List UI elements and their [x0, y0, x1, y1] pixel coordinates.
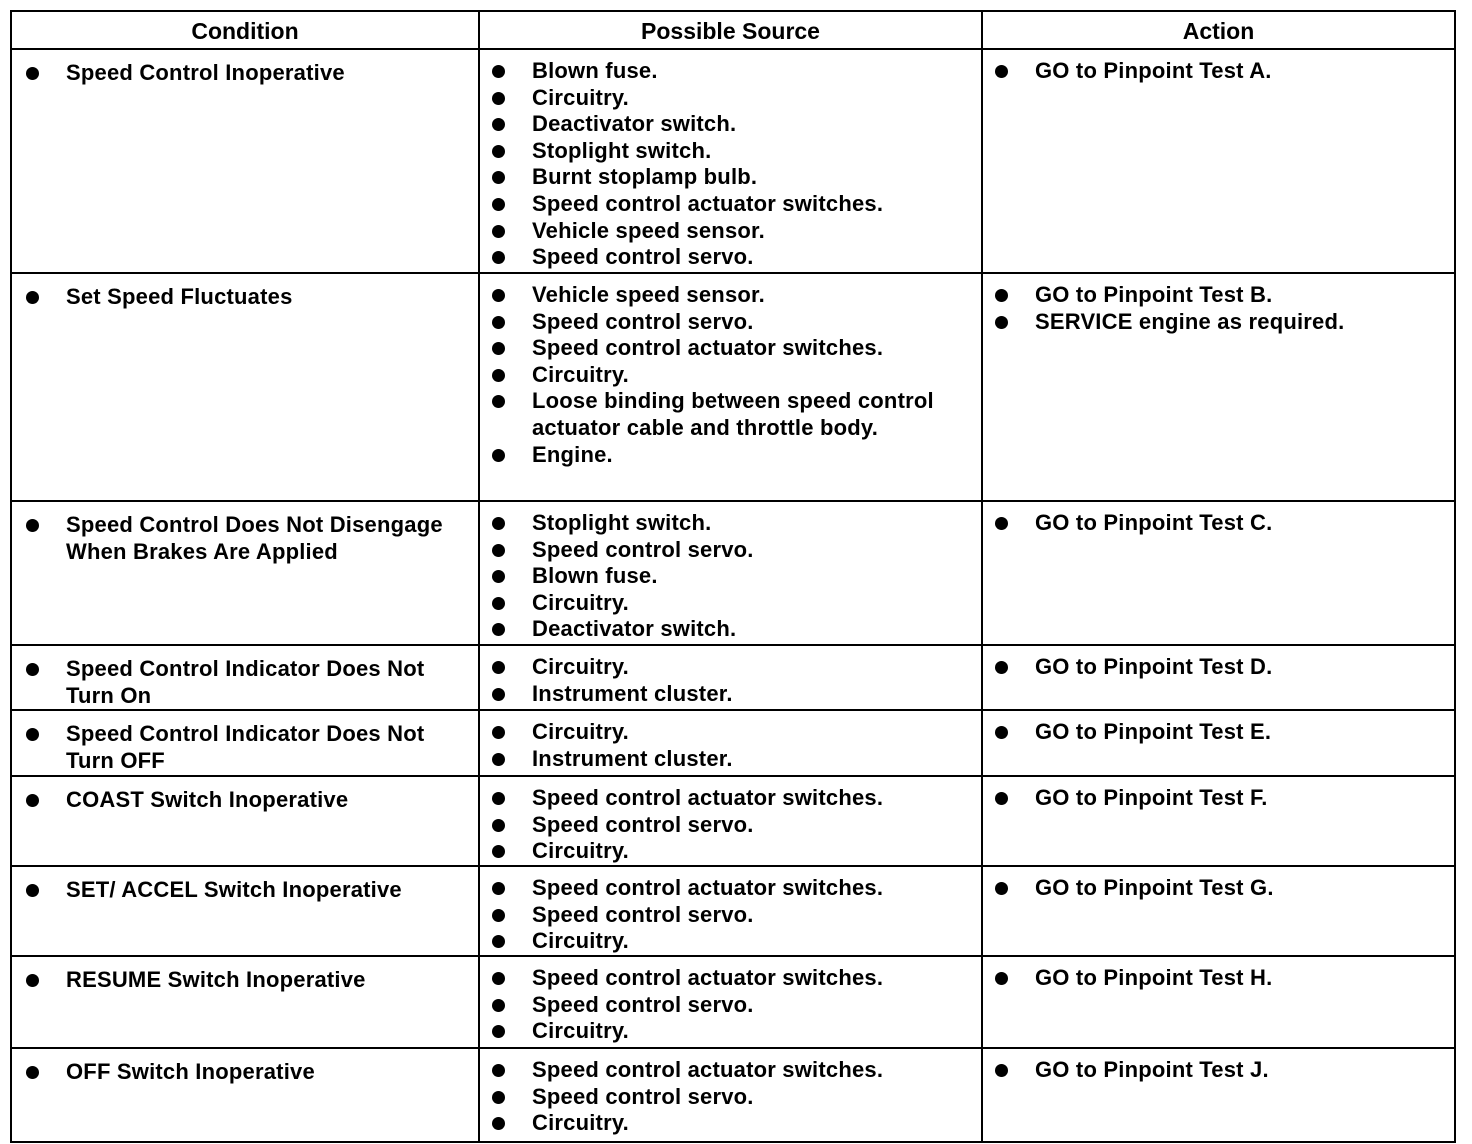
bullet-icon: [492, 597, 505, 610]
bullet-icon: [26, 1066, 39, 1079]
source-item: [480, 442, 975, 469]
source-text: Circuitry.: [532, 838, 629, 864]
action-text: GO to Pinpoint Test F.: [1035, 785, 1268, 811]
action-item: [983, 510, 1448, 537]
source-text: Circuitry.: [532, 1110, 629, 1136]
bullet-icon: [492, 935, 505, 948]
source-text: Circuitry.: [532, 589, 629, 615]
source-cell: [479, 273, 982, 501]
condition-item: [12, 1059, 472, 1086]
source-item: [480, 58, 975, 85]
bullet-icon: [26, 794, 39, 807]
bullet-icon: [492, 661, 505, 674]
source-text: Speed control servo.: [532, 901, 754, 927]
bullet-icon: [995, 792, 1008, 805]
bullet-icon: [492, 342, 505, 355]
bullet-icon: [492, 688, 505, 701]
source-text: Speed control servo.: [532, 244, 754, 270]
condition-cell: [11, 49, 479, 273]
source-item: [480, 1084, 975, 1111]
action-text: GO to Pinpoint Test D.: [1035, 654, 1273, 679]
action-item: [983, 1057, 1448, 1084]
bullet-icon: [492, 395, 505, 408]
action-cell: [982, 956, 1455, 1048]
source-item: [480, 191, 975, 218]
source-cell: [479, 710, 982, 776]
condition-item: [12, 60, 472, 87]
source-item: [480, 362, 975, 389]
bullet-icon: [492, 1117, 505, 1130]
source-item: [480, 812, 975, 839]
bullet-icon: [26, 663, 39, 676]
bullet-icon: [995, 882, 1008, 895]
condition-cell: [11, 273, 479, 501]
action-item: [983, 965, 1448, 992]
bullet-icon: [492, 792, 505, 805]
bullet-icon: [492, 819, 505, 832]
bullet-icon: [492, 623, 505, 636]
bullet-icon: [492, 999, 505, 1012]
bullet-icon: [492, 118, 505, 131]
bullet-icon: [492, 289, 505, 302]
source-text: Vehicle speed sensor.: [532, 282, 765, 307]
condition-item: [12, 284, 472, 311]
table-row: [11, 776, 1455, 866]
action-cell: [982, 866, 1455, 956]
table-row: [11, 501, 1455, 645]
source-text: Speed control actuator switches.: [532, 1057, 884, 1083]
table-row: [11, 645, 1455, 710]
source-cell: [479, 866, 982, 956]
action-cell: [982, 501, 1455, 645]
source-text: Stoplight switch.: [532, 510, 712, 535]
bullet-icon: [492, 198, 505, 211]
source-text: Speed control servo.: [532, 308, 754, 334]
bullet-icon: [26, 974, 39, 987]
action-text: GO to Pinpoint Test B.: [1035, 282, 1273, 307]
source-cell: [479, 1048, 982, 1142]
bullet-icon: [995, 517, 1008, 530]
bullet-icon: [26, 519, 39, 532]
table-row: [11, 49, 1455, 273]
source-item: [480, 654, 975, 681]
source-text: Circuitry.: [532, 1018, 629, 1044]
source-cell: [479, 501, 982, 645]
condition-text: SET/ ACCEL Switch Inoperative: [66, 877, 402, 903]
condition-cell: [11, 776, 479, 866]
bullet-icon: [995, 1064, 1008, 1077]
action-cell: [982, 710, 1455, 776]
bullet-icon: [26, 728, 39, 741]
source-item: [480, 785, 975, 812]
source-item: [480, 992, 975, 1019]
table-row: [11, 710, 1455, 776]
action-text: GO to Pinpoint Test C.: [1035, 510, 1273, 535]
bullet-icon: [995, 661, 1008, 674]
source-item: [480, 1057, 975, 1084]
action-text: GO to Pinpoint Test A.: [1035, 58, 1272, 83]
action-text: SERVICE engine as required.: [1035, 308, 1345, 334]
condition-item: [12, 877, 472, 904]
bullet-icon: [492, 449, 505, 462]
bullet-icon: [492, 1091, 505, 1104]
source-text: Circuitry.: [532, 361, 629, 387]
source-text: Burnt stoplamp bulb.: [532, 164, 758, 190]
bullet-icon: [492, 517, 505, 530]
source-item: [480, 164, 975, 191]
bullet-icon: [995, 65, 1008, 78]
source-item: [480, 563, 975, 590]
condition-cell: [11, 956, 479, 1048]
source-item: [480, 1018, 975, 1045]
source-item: [480, 681, 975, 708]
bullet-icon: [492, 726, 505, 739]
action-text: GO to Pinpoint Test E.: [1035, 719, 1272, 745]
source-text: Deactivator switch.: [532, 616, 737, 642]
source-item: [480, 902, 975, 929]
bullet-icon: [492, 845, 505, 858]
header-row: [11, 11, 1455, 49]
source-item: [480, 928, 975, 955]
source-item: [480, 616, 975, 643]
condition-cell: [11, 866, 479, 956]
action-item: [983, 309, 1448, 336]
source-text: Blown fuse.: [532, 563, 658, 589]
source-item: [480, 244, 975, 271]
action-text: GO to Pinpoint Test J.: [1035, 1057, 1269, 1083]
source-item: [480, 282, 975, 309]
bullet-icon: [492, 753, 505, 766]
bullet-icon: [492, 251, 505, 264]
action-cell: [982, 776, 1455, 866]
bullet-icon: [492, 369, 505, 382]
source-item: [480, 510, 975, 537]
action-item: [983, 58, 1448, 85]
table-row: [11, 866, 1455, 956]
bullet-icon: [492, 225, 505, 238]
source-text: Circuitry.: [532, 928, 629, 954]
source-text: Speed control servo.: [532, 1083, 754, 1109]
bullet-icon: [26, 291, 39, 304]
condition-text: Speed Control Inoperative: [66, 60, 345, 85]
source-text: Speed control actuator switches.: [532, 875, 884, 901]
bullet-icon: [26, 67, 39, 80]
source-text: Speed control actuator switches.: [532, 335, 884, 361]
condition-text: Speed Control Does Not Disengage When Brakes Are Applied: [66, 512, 443, 564]
condition-cell: [11, 1048, 479, 1142]
source-item: [480, 719, 975, 746]
condition-cell: [11, 710, 479, 776]
action-cell: [982, 1048, 1455, 1142]
bullet-icon: [995, 316, 1008, 329]
condition-item: [12, 787, 472, 814]
table-row: [11, 956, 1455, 1048]
condition-cell: [11, 501, 479, 645]
bullet-icon: [492, 1025, 505, 1038]
action-text: GO to Pinpoint Test H.: [1035, 965, 1273, 991]
source-item: [480, 111, 975, 138]
condition-item: [12, 656, 472, 709]
action-item: [983, 719, 1448, 746]
condition-cell: [11, 645, 479, 710]
bullet-icon: [26, 884, 39, 897]
action-cell: [982, 49, 1455, 273]
bullet-icon: [492, 171, 505, 184]
action-text: GO to Pinpoint Test G.: [1035, 875, 1274, 901]
source-item: [480, 309, 975, 336]
header-action: Action: [982, 11, 1455, 49]
source-text: Speed control servo.: [532, 991, 754, 1017]
source-item: [480, 335, 975, 362]
source-text: Speed control actuator switches.: [532, 785, 884, 811]
bullet-icon: [492, 145, 505, 158]
bullet-icon: [492, 882, 505, 895]
bullet-icon: [492, 316, 505, 329]
source-text: Circuitry.: [532, 654, 629, 679]
source-item: [480, 138, 975, 165]
source-text: Vehicle speed sensor.: [532, 217, 765, 243]
source-text: Speed control actuator switches.: [532, 965, 884, 991]
source-text: Deactivator switch.: [532, 111, 737, 137]
bullet-icon: [492, 972, 505, 985]
source-item: [480, 85, 975, 112]
source-cell: [479, 49, 982, 273]
bullet-icon: [492, 65, 505, 78]
action-item: [983, 875, 1448, 902]
condition-text: Speed Control Indicator Does Not Turn OFF: [66, 721, 425, 773]
source-cell: [479, 645, 982, 710]
action-cell: [982, 273, 1455, 501]
condition-item: [12, 512, 472, 565]
source-text: Circuitry.: [532, 719, 629, 745]
header-condition: Condition: [11, 11, 479, 49]
condition-text: OFF Switch Inoperative: [66, 1059, 315, 1085]
bullet-icon: [492, 1064, 505, 1077]
source-text: Loose binding between speed control actuator cable and throttle body.: [532, 388, 934, 440]
action-cell: [982, 645, 1455, 710]
bullet-icon: [995, 289, 1008, 302]
action-item: [983, 654, 1448, 681]
source-text: Instrument cluster.: [532, 745, 733, 771]
condition-text: Set Speed Fluctuates: [66, 284, 293, 309]
condition-text: COAST Switch Inoperative: [66, 787, 349, 813]
diagnosis-table: [10, 10, 1456, 1143]
condition-text: Speed Control Indicator Does Not Turn On: [66, 656, 425, 708]
action-item: [983, 785, 1448, 812]
header-possible-source: Possible Source: [479, 11, 982, 49]
source-text: Stoplight switch.: [532, 137, 712, 163]
action-item: [983, 282, 1448, 309]
bullet-icon: [995, 726, 1008, 739]
bullet-icon: [492, 909, 505, 922]
source-item: [480, 590, 975, 617]
source-text: Blown fuse.: [532, 58, 658, 83]
source-item: [480, 875, 975, 902]
source-text: Speed control servo.: [532, 811, 754, 837]
source-cell: [479, 956, 982, 1048]
source-text: Instrument cluster.: [532, 680, 733, 706]
source-cell: [479, 776, 982, 866]
source-item: [480, 537, 975, 564]
source-text: Speed control servo.: [532, 536, 754, 562]
condition-text: RESUME Switch Inoperative: [66, 967, 366, 993]
source-item: [480, 388, 975, 441]
source-text: Speed control actuator switches.: [532, 190, 884, 216]
bullet-icon: [492, 570, 505, 583]
bullet-icon: [995, 972, 1008, 985]
source-item: [480, 1110, 975, 1137]
source-item: [480, 218, 975, 245]
table-row: [11, 1048, 1455, 1142]
table-row: [11, 273, 1455, 501]
source-item: [480, 965, 975, 992]
source-item: [480, 838, 975, 865]
source-item: [480, 746, 975, 773]
condition-item: [12, 967, 472, 994]
source-text: Circuitry.: [532, 84, 629, 110]
condition-item: [12, 721, 472, 774]
bullet-icon: [492, 544, 505, 557]
bullet-icon: [492, 92, 505, 105]
source-text: Engine.: [532, 441, 613, 467]
